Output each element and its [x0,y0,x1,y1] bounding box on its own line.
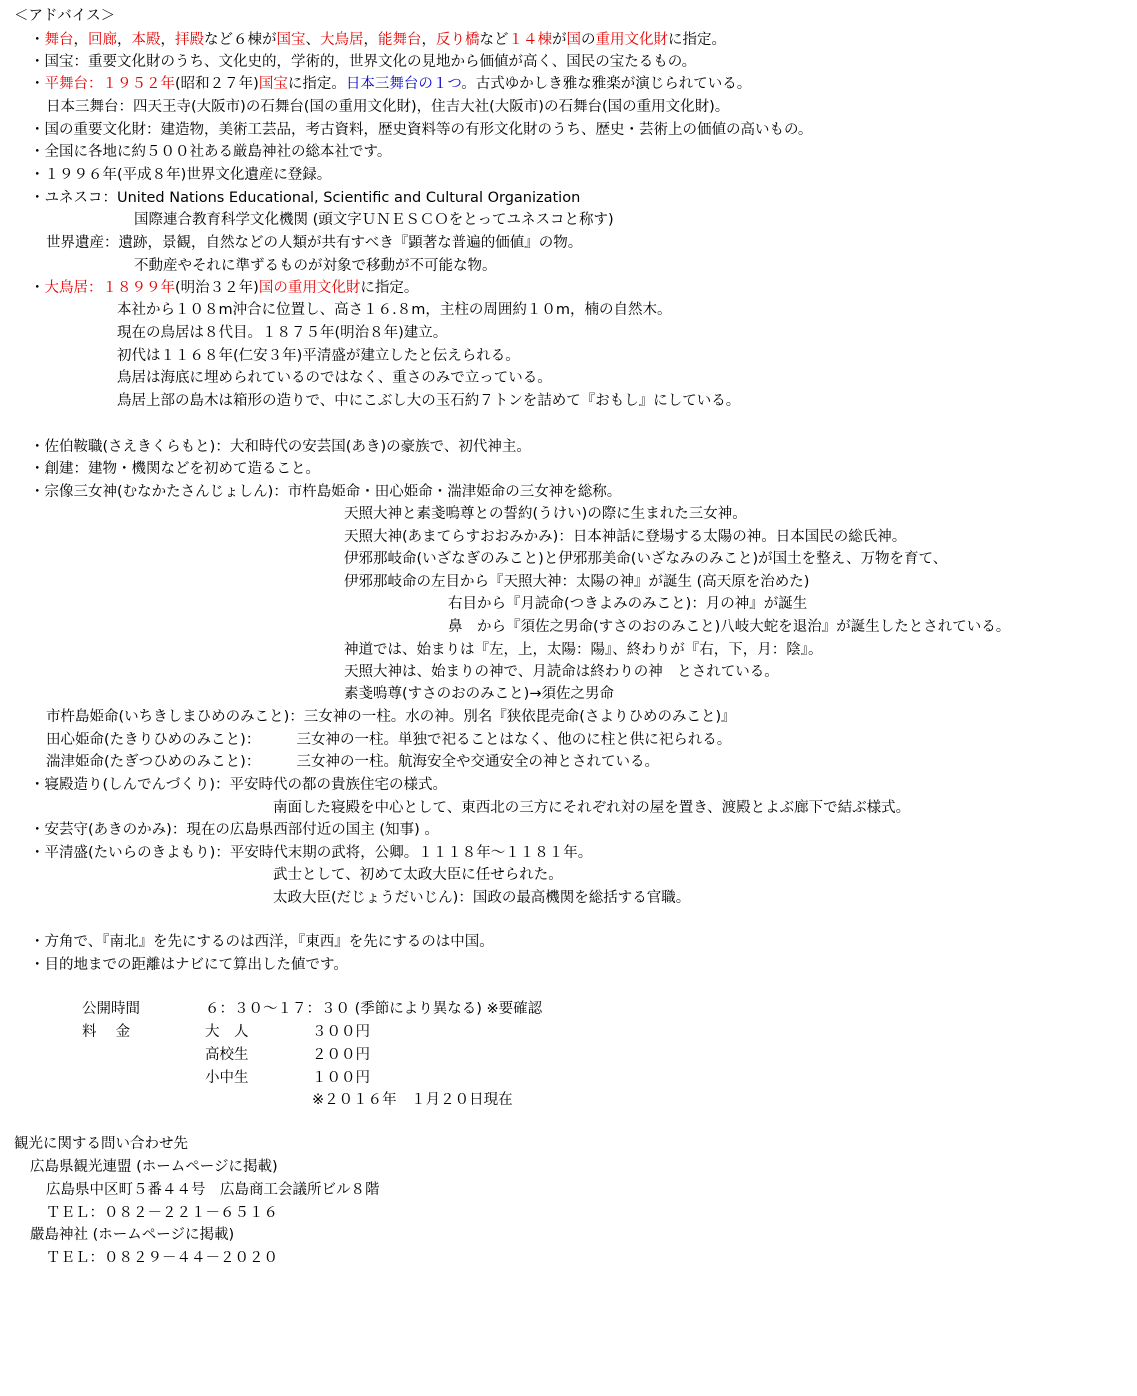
text-segment: ・創建：建物・機関などを初めて造ること。 [30,461,320,477]
doc-line [30,30,726,50]
doc-line [30,820,439,840]
doc-line [30,52,696,72]
text-segment: 。古式ゆかしき雅な雅楽が演じられている。 [461,76,752,92]
text-segment: ・ [30,280,45,296]
text-segment: ・ユネスコ：United Nations Educational, Scientific and Cultural Organization [30,190,581,206]
doc-line [30,142,391,162]
text-segment: ・目的地までの距離はナビにて算出した値です。 [30,957,348,973]
doc-line [30,165,331,185]
doc-line [30,459,320,479]
text-segment: 嚴島神社 (ホームページに掲載) [30,1227,235,1243]
text-segment: ， [160,32,175,48]
text-segment: 回廊 [88,32,117,48]
text-segment: 国の重用文化財 [258,280,361,296]
doc-line [117,391,740,411]
text-segment: ・国の重要文化財：建造物，美術工芸品，考古資料，歴史資料等の有形文化財のうち、歴史・芸術上の価値の高いもの。 [30,122,813,138]
doc-line [117,300,671,320]
doc-line [30,482,621,502]
text-segment: 天照大神と素戔嗚尊との誓約(うけい)の際に生まれた三女神。 [344,506,747,522]
doc-line [14,6,115,26]
text-segment: 、 [305,32,320,48]
text-segment: ＴＥＬ：０８２－２２１－６５１６ [46,1205,278,1221]
text-segment: 本社から１０８m沖合に位置し、高さ１６.８m，主柱の周囲約１０m，楠の自然木。 [117,302,672,318]
contact-address-1 [46,1180,380,1200]
text-segment: 平舞台：１９５２年 [44,76,175,92]
text-segment: １４棟 [508,32,552,48]
text-segment: 南面した寝殿を中心として、東西北の三方にそれぞれ対の屋を置き、渡殿とよぶ廊下で結ぶ様式。 [273,800,911,816]
text-segment: ， [421,32,436,48]
text-segment: (明治３２年) [175,280,259,296]
text-segment: 重用文化財 [595,32,668,48]
doc-line [344,527,906,547]
fee-highschool-label [205,1045,249,1065]
doc-line [30,278,418,298]
text-segment: 鳥居上部の島木は箱形の造りで、中にこぶし大の玉石約７トンを詰めて『おもし』にしている。 [117,393,741,409]
fee-child-label [205,1068,249,1088]
doc-line [30,843,592,863]
text-segment: ・全国に各地に約５００社ある厳島神社の総本社です。 [30,144,392,160]
text-segment: 反り橋 [436,32,480,48]
text-segment: 現在の鳥居は８代目。１８７５年(明治８年)建立。 [117,325,448,341]
text-segment: 公開時間 [82,1001,140,1017]
text-segment: に指定。 [360,280,419,296]
text-segment: 伊邪那岐命(いざなぎのみこと)と伊邪那美命(いざなみのみこと)が国土を整え、万物を育て、 [344,551,948,567]
doc-line [117,346,520,366]
doc-line [134,210,614,230]
text-segment: 広島県中区町５番４４号 広島商工会議所ビル８階 [46,1182,380,1198]
hours-label [82,999,140,1019]
hours-value [205,999,542,1019]
text-segment: 国宝 [276,32,306,48]
text-segment: 料 金 [82,1024,131,1040]
fee-child-value [312,1068,370,1088]
doc-line [46,97,729,117]
text-segment: 神道では、始まりは『左，上，太陽：陽』、終わりが『右，下，月：陰』。 [344,642,823,658]
text-segment: ６：３０～１７：３０ (季節により異なる) ※要確認 [205,1001,543,1017]
doc-line [344,684,614,704]
text-segment: 太政大臣(だじょうだいじん)：国政の最高機関を総括する官職。 [273,890,691,906]
text-segment: の [581,32,596,48]
text-segment: 伊邪那岐命の左目から『天照大神：太陽の神』が誕生 (高天原を治めた) [344,574,810,590]
text-segment: ・佐伯鞍職(さえきくらもと)：大和時代の安芸国(あき)の豪族で、初代神主。 [30,439,531,455]
text-segment: 大 人 [205,1024,249,1040]
text-segment: 天照大神は、始まりの神で、月読命は終わりの神 とされている。 [344,664,779,680]
doc-line [30,437,531,457]
text-segment: 国宝 [258,76,288,92]
doc-line [30,188,580,208]
text-segment: ・国宝：重要文化財のうち、文化史的，学術的，世界文化の見地から価値が高く、国民の宝たるもの。 [30,54,697,70]
text-segment: など６棟が [204,32,277,48]
doc-line [134,256,497,276]
contact-heading [14,1134,188,1154]
text-segment: 天照大神(あまてらすおおみかみ)：日本神話に登場する太陽の神。日本国民の総氏神。 [344,529,907,545]
contact-tel-2 [46,1248,278,1268]
text-segment: など [479,32,509,48]
doc-line [273,888,690,908]
text-segment: 観光に関する問い合わせ先 [14,1136,188,1152]
text-segment: 武士として、初めて太政大臣に任せられた。 [273,867,563,883]
text-segment: 右目から『月読命(つきよみのみこと)：月の神』が誕生 [448,596,808,612]
doc-line [273,865,563,885]
text-segment: 国際連合教育科学文化機関 (頭文字ＵＮＥＳＣＯをとってユネスコと称す) [134,212,614,228]
text-segment: 日本三舞台：四天王寺(大阪市)の石舞台(国の重用文化財)，住吉大社(大阪市)の石舞台(国の重用文化財)。 [46,99,730,115]
fee-label [82,1022,130,1042]
doc-line [344,549,947,569]
text-segment: 初代は１１６８年(仁安３年)平清盛が建立したと伝えられる。 [117,348,520,364]
doc-line [273,798,910,818]
text-segment: １００円 [312,1070,370,1086]
text-segment: が [552,32,567,48]
text-segment: ・安芸守(あきのかみ)：現在の広島県西部付近の国主 (知事) 。 [30,822,439,838]
text-segment: 広島県観光連盟 (ホームページに掲載) [30,1159,278,1175]
text-segment: ２００円 [312,1047,370,1063]
fee-adult-value [312,1022,370,1042]
text-segment: ＴＥＬ：０８２９－４４－２０２０ [46,1250,278,1266]
doc-line [30,932,494,952]
text-segment: 湍津姫命(たぎつひめのみこと)： 三女神の一柱。航海安全や交通安全の神とされている。 [46,754,660,770]
text-segment: ， [117,32,132,48]
doc-line [344,640,823,660]
text-segment: ・方角で、『南北』を先にするのは西洋，『東西』を先にするのは中国。 [30,934,494,950]
text-segment: 本殿 [131,32,161,48]
fee-date-note [312,1090,513,1110]
doc-line [344,662,779,682]
doc-line [344,504,747,524]
text-segment: 大鳥居 [320,32,364,48]
text-segment: 素戔嗚尊(すさのおのみこと)→須佐之男命 [344,686,614,702]
text-segment: ※２０１６年 １月２０日現在 [312,1092,513,1108]
text-segment: 鳥居は海底に埋められているのではなく、重さのみで立っている。 [117,370,552,386]
doc-line [30,955,348,975]
text-segment: 小中生 [205,1070,249,1086]
text-segment: ， [363,32,378,48]
doc-line [448,594,807,614]
doc-line [46,752,659,772]
text-segment: ・宗像三女神(むなかたさんじょしん)：市杵島姫命・田心姫命・湍津姫命の三女神を総称。 [30,484,622,500]
text-segment: 鼻 から『須佐之男命(すさのおのみこと)八岐大蛇を退治』が誕生したとされている。 [448,619,1011,635]
contact-org-2 [30,1225,234,1245]
text-segment: 不動産やそれに準ずるものが対象で移動が不可能な物。 [134,258,497,274]
text-segment: 田心姫命(たきりひめのみこと)： 三女神の一柱。単独で祀ることはなく、他のに柱と供に祀られる。 [46,732,732,748]
contact-tel-1 [46,1203,278,1223]
doc-line [344,572,809,592]
doc-line [46,233,582,253]
text-segment: に指定。 [287,76,346,92]
text-segment: 国 [566,32,581,48]
text-segment: (昭和２７年) [175,76,259,92]
doc-line [30,74,751,94]
doc-line [117,368,552,388]
doc-line [448,617,1010,637]
fee-adult-label [205,1022,249,1042]
text-segment: ， [73,32,88,48]
contact-org-1 [30,1157,278,1177]
text-segment: 大鳥居：１８９９年 [44,280,175,296]
fee-highschool-value [312,1045,370,1065]
text-segment: 拝殿 [175,32,204,48]
text-segment: ・１９９６年(平成８年)世界文化遺産に登録。 [30,167,332,183]
text-segment: ＜アドバイス＞ [14,8,116,24]
text-segment: ・ [30,76,45,92]
doc-line [46,730,731,750]
text-segment: 日本三舞台の１つ [345,76,462,92]
text-segment: ３００円 [312,1024,370,1040]
text-segment: 市杵島姫命(いちきしまひめのみこと)：三女神の一柱。水の神。別名『狭依毘売命(さよりひめのみこと)』 [46,709,736,725]
doc-line [30,775,447,795]
doc-line [46,707,736,727]
text-segment: 高校生 [205,1047,249,1063]
text-segment: ・寝殿造り(しんでんづくり)：平安時代の都の貴族住宅の様式。 [30,777,448,793]
text-segment: に指定。 [668,32,726,48]
text-segment: 能舞台 [378,32,422,48]
text-segment: 舞台 [44,32,74,48]
text-segment: ・ [30,32,45,48]
doc-line [30,120,812,140]
doc-line [117,323,447,343]
text-segment: ・平清盛(たいらのきよもり)：平安時代末期の武将，公卿。１１１８年～１１８１年。 [30,845,593,861]
text-segment: 世界遺産：遺跡，景観，自然などの人類が共有すべき『顕著な普遍的価値』の物。 [46,235,583,251]
